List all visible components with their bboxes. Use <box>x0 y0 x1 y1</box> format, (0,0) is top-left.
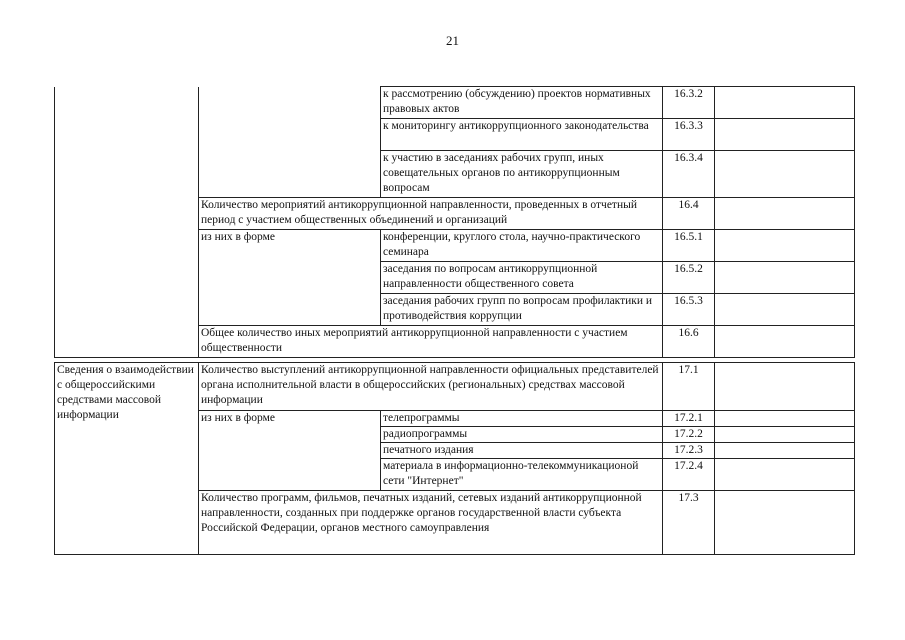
form-label: из них в форме <box>199 411 381 427</box>
report-table-media <box>54 362 855 555</box>
row-text: телепрограммы <box>381 411 663 427</box>
row-code: 16.5.1 <box>663 230 715 262</box>
value-cell <box>715 230 855 262</box>
row-text: к участию в заседаниях рабочих групп, иных совещательных органов по антикоррупционным вопросам <box>381 151 663 198</box>
section-cell-empty <box>55 87 199 358</box>
row-code: 16.3.4 <box>663 151 715 198</box>
value-cell <box>715 363 855 411</box>
row-code: 17.1 <box>663 363 715 411</box>
value-cell <box>715 326 855 358</box>
value-cell <box>715 262 855 294</box>
page-number: 21 <box>446 33 459 48</box>
form-label: из них в форме <box>199 230 381 262</box>
row-code: 16.4 <box>663 198 715 230</box>
row-code: 16.5.2 <box>663 262 715 294</box>
section-title: Сведения о взаимодействии с общероссийскими средствами массовой информации <box>55 363 199 555</box>
row-text: Количество мероприятий антикоррупционной направленности, проведенных в отчетный период с участием общественных объединений и организаций <box>199 198 663 230</box>
value-cell <box>715 427 855 443</box>
value-cell <box>715 443 855 459</box>
row-text: к рассмотрению (обсуждению) проектов нормативных правовых актов <box>381 87 663 119</box>
row-text: Общее количество иных мероприятий антикоррупционной направленности с участием общественности <box>199 326 663 358</box>
value-cell <box>715 151 855 198</box>
row-code: 17.2.4 <box>663 459 715 491</box>
row-code: 17.2.2 <box>663 427 715 443</box>
empty-cell <box>199 151 381 198</box>
row-code: 16.6 <box>663 326 715 358</box>
value-cell <box>715 87 855 119</box>
value-cell <box>715 198 855 230</box>
row-text: материала в информационно-телекоммуникационой сети "Интернет" <box>381 459 663 491</box>
report-table <box>54 86 855 358</box>
row-text: к мониторингу антикоррупционного законодательства <box>381 119 663 151</box>
empty-cell <box>199 262 381 294</box>
row-text: Количество выступлений антикоррупционной направленности официальных представителей органа исполнительной власти в общероссийских (региональных) средствах массовой информации <box>199 363 663 411</box>
empty-cell <box>199 459 381 491</box>
row-text: заседания по вопросам антикоррупционной направленности общественного совета <box>381 262 663 294</box>
row-code: 17.2.1 <box>663 411 715 427</box>
empty-cell <box>199 443 381 459</box>
value-cell <box>715 294 855 326</box>
value-cell <box>715 491 855 555</box>
row-code: 16.3.3 <box>663 119 715 151</box>
row-text: Количество программ, фильмов, печатных изданий, сетевых изданий антикоррупционной направленности, созданных при поддержке органов государственной власти субъекта Российской Федерации, органов местного самоуправления <box>199 491 663 555</box>
empty-cell <box>199 119 381 151</box>
empty-cell <box>199 294 381 326</box>
empty-cell <box>199 87 381 119</box>
row-code: 17.3 <box>663 491 715 555</box>
row-code: 16.3.2 <box>663 87 715 119</box>
row-text: печатного издания <box>381 443 663 459</box>
row-text: радиопрограммы <box>381 427 663 443</box>
value-cell <box>715 411 855 427</box>
row-text: заседания рабочих групп по вопросам профилактики и противодействия коррупции <box>381 294 663 326</box>
row-text: конференции, круглого стола, научно-практического семинара <box>381 230 663 262</box>
table-row <box>55 363 855 411</box>
table-row <box>55 87 855 119</box>
empty-cell <box>199 427 381 443</box>
value-cell <box>715 459 855 491</box>
row-code: 16.5.3 <box>663 294 715 326</box>
row-code: 17.2.3 <box>663 443 715 459</box>
value-cell <box>715 119 855 151</box>
